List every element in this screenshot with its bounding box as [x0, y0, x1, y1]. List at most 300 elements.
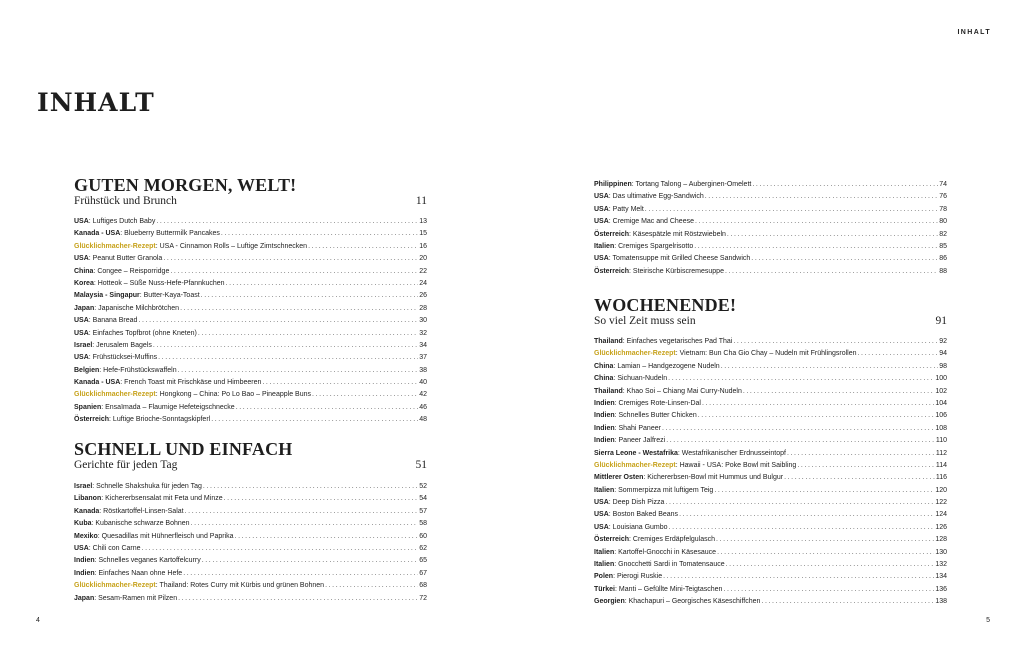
toc-entry-country: Indien — [74, 569, 95, 577]
toc-leader-dots — [163, 253, 418, 265]
toc-list — [594, 336, 947, 609]
toc-entry-dish: : Butter-Kaya-Toast — [139, 292, 200, 300]
toc-entry-page: 46 — [419, 403, 427, 411]
toc-leader-dots — [716, 534, 934, 546]
toc-leader-dots — [178, 593, 418, 605]
toc-leader-dots — [156, 216, 418, 228]
toc-entry-page: 106 — [935, 412, 947, 420]
toc-entry-dish: : Thailand: Rotes Curry mit Kürbis und grünen Bohnen — [155, 582, 325, 590]
toc-entry-country: Israel — [74, 483, 93, 490]
toc-entry-dish: : Hotteok – Süße Nuss-Hefe-Pfannkuchen — [93, 279, 225, 287]
toc-entry — [74, 303, 427, 315]
page-title: INHALT — [37, 88, 155, 117]
toc-leader-dots — [702, 398, 934, 410]
toc-entry-country: USA — [74, 255, 89, 263]
toc-entry-page: 134 — [935, 573, 947, 581]
toc-entry — [74, 506, 427, 518]
toc-entry-dish: : Khachapuri – Georgisches Käseschiffchen — [624, 598, 761, 606]
toc-entry — [594, 547, 947, 559]
toc-leader-dots — [211, 414, 418, 426]
toc-entry-country: Italien — [594, 561, 615, 569]
toc-entry-highlight-label: Glücklichmacher-Rezept — [594, 461, 676, 469]
toc-entry-country: China — [74, 267, 94, 275]
toc-entry-dish: : Blueberry Buttermilk Pancakes — [120, 230, 220, 238]
toc-entry — [74, 266, 427, 278]
toc-entry — [74, 253, 427, 265]
toc-entry — [594, 596, 947, 608]
toc-entry — [74, 593, 427, 605]
toc-entry-country: Polen — [594, 573, 614, 581]
toc-entry-dish: : Sesam-Ramen mit Pilzen — [94, 594, 178, 602]
toc-leader-dots — [668, 373, 934, 385]
toc-entry — [74, 228, 427, 240]
toc-entry — [594, 191, 947, 203]
toc-entry-country: USA — [594, 499, 609, 507]
toc-entry — [74, 328, 427, 340]
toc-entry-dish: : Tomatensuppe mit Grilled Cheese Sandwich — [608, 255, 751, 263]
toc-entry — [74, 278, 427, 290]
toc-entry-country: Libanon — [74, 495, 102, 503]
toc-leader-dots — [665, 497, 934, 509]
toc-entry-dish: : Einfaches vegetarisches Pad Thai — [622, 338, 733, 345]
toc-entry — [594, 204, 947, 216]
toc-list — [74, 481, 427, 605]
toc-entry-dish: : Manti – Gefüllte Mini-Teigtaschen — [615, 585, 723, 593]
toc-entry-dish: : Hawaii - USA: Poke Bowl mit Saibling — [675, 461, 797, 469]
toc-entry-dish: : Kubanische schwarze Bohnen — [91, 520, 190, 528]
toc-leader-dots — [202, 555, 418, 567]
toc-entry-page: 30 — [419, 317, 427, 325]
toc-entry-country: USA — [74, 544, 89, 552]
toc-leader-dots — [725, 266, 938, 278]
toc-entry-page: 42 — [419, 391, 427, 399]
toc-entry-country: Mittlerer Osten — [594, 474, 644, 482]
section-title: SCHNELL UND EINFACH — [74, 439, 293, 459]
toc-entry-dish: : Peanut Butter Granola — [88, 255, 163, 263]
toc-entry-page: 120 — [935, 486, 947, 494]
toc-entry-country: Türkei — [594, 585, 616, 593]
toc-entry — [594, 472, 947, 484]
toc-leader-dots — [226, 278, 419, 290]
toc-leader-dots — [726, 559, 935, 571]
toc-leader-dots — [727, 229, 938, 241]
toc-entry — [594, 559, 947, 571]
toc-entry — [74, 531, 427, 543]
toc-entry-dish: : Kartoffel-Gnocchi in Käsesauce — [614, 548, 717, 556]
toc-entry-country: China — [594, 375, 614, 383]
toc-leader-dots — [761, 596, 934, 608]
toc-entry-country: Italien — [594, 548, 615, 556]
toc-entry-page: 102 — [935, 387, 947, 395]
toc-entry-page: 138 — [935, 598, 947, 606]
toc-entry-dish: : Boston Baked Beans — [608, 511, 679, 519]
toc-entry-country: USA — [594, 523, 609, 531]
toc-entry-dish: : Ensaïmada – Flaumige Hefeteigschnecke — [101, 403, 235, 411]
toc-entry — [594, 497, 947, 509]
running-header: INHALT — [957, 29, 991, 36]
toc-leader-dots — [733, 336, 938, 348]
toc-entry-dish: : French Toast mit Frischkäse und Himbeeren — [120, 379, 262, 387]
toc-entry-country: Indien — [594, 437, 615, 445]
toc-entry-country: Österreich — [74, 416, 110, 424]
toc-leader-dots — [666, 435, 935, 447]
toc-entry-page: 132 — [935, 561, 947, 569]
toc-entry — [594, 336, 947, 348]
section-subtitle: Frühstück und Brunch — [74, 195, 177, 207]
toc-entry — [74, 414, 427, 426]
toc-entry-page: 136 — [935, 585, 947, 593]
toc-entry-country: Thailand — [594, 338, 623, 345]
toc-leader-dots — [787, 448, 935, 460]
toc-leader-dots — [191, 518, 419, 530]
toc-leader-dots — [752, 179, 938, 191]
toc-entry-dish: : Patty Melt — [608, 205, 644, 213]
toc-leader-dots — [714, 485, 934, 497]
toc-entry-page: 26 — [419, 292, 427, 300]
toc-leader-dots — [180, 303, 418, 315]
toc-entry — [74, 290, 427, 302]
toc-entry-page: 24 — [419, 279, 427, 287]
toc-entry — [594, 435, 947, 447]
toc-entry-page: 110 — [935, 437, 947, 445]
toc-entry-page: 116 — [935, 474, 947, 482]
toc-entry — [594, 216, 947, 228]
toc-entry-page: 68 — [419, 582, 427, 590]
toc-entry — [594, 373, 947, 385]
toc-entry-country: USA — [594, 205, 609, 213]
toc-entry-highlight-label: Glücklichmacher-Rezept — [74, 582, 156, 590]
toc-entry — [74, 340, 427, 352]
toc-entry-page: 98 — [939, 362, 947, 370]
toc-leader-dots — [178, 365, 419, 377]
toc-entry-page: 85 — [939, 242, 947, 250]
toc-entry-country: China — [594, 362, 614, 370]
section-subtitle: So viel Zeit muss sein — [594, 315, 696, 327]
section-heading-morgen — [74, 176, 427, 208]
toc-entry-page: 67 — [419, 569, 427, 577]
toc-leader-dots — [695, 216, 938, 228]
toc-entry-dish: : Pierogi Ruskie — [613, 573, 663, 581]
toc-entry — [74, 315, 427, 327]
toc-entry-page: 28 — [419, 304, 427, 312]
toc-leader-dots — [858, 348, 939, 360]
toc-entry — [74, 518, 427, 530]
toc-entry — [74, 241, 427, 253]
toc-entry-page: 76 — [939, 193, 947, 201]
toc-entry — [594, 410, 947, 422]
toc-list — [74, 216, 427, 427]
toc-leader-dots — [698, 410, 935, 422]
toc-entry-page: 74 — [939, 181, 947, 188]
toc-entry-country: Österreich — [594, 536, 630, 544]
toc-entry-country: USA — [594, 193, 609, 201]
toc-entry-page: 40 — [419, 379, 427, 387]
toc-leader-dots — [784, 472, 935, 484]
toc-leader-dots — [705, 191, 938, 203]
toc-entry-dish: : Einfaches Naan ohne Hefe — [94, 569, 183, 577]
toc-entry-country: Mexiko — [74, 532, 98, 540]
toc-entry-country: USA — [74, 317, 89, 325]
toc-entry — [594, 460, 947, 472]
toc-entry-dish: : Das ultimative Egg-Sandwich — [608, 193, 704, 201]
toc-leader-dots — [221, 228, 418, 240]
toc-entry-country: Belgien — [74, 366, 100, 374]
toc-leader-dots — [158, 352, 418, 364]
toc-entry-page: 82 — [939, 230, 947, 238]
toc-entry-page: 72 — [419, 594, 427, 602]
toc-entry — [594, 241, 947, 253]
toc-entry-page: 16 — [419, 242, 427, 250]
toc-entry — [594, 571, 947, 583]
toc-entry-country: USA — [74, 329, 89, 337]
toc-leader-dots — [308, 241, 418, 253]
toc-entry-dish: : Banana Bread — [88, 317, 138, 325]
toc-entry-dish: : Chili con Carne — [88, 544, 141, 552]
toc-entry-page: 38 — [419, 366, 427, 374]
toc-leader-dots — [797, 460, 935, 472]
section-page: 11 — [415, 195, 427, 207]
toc-entry-country: Israel — [74, 341, 93, 349]
toc-leader-dots — [224, 493, 419, 505]
toc-entry-page: 112 — [935, 449, 947, 457]
toc-entry — [74, 389, 427, 401]
toc-entry — [594, 348, 947, 360]
toc-leader-dots — [663, 571, 934, 583]
toc-entry-dish: : Frühstücksei-Muffins — [88, 354, 158, 362]
toc-entry-country: USA — [594, 511, 609, 519]
toc-leader-dots — [669, 522, 935, 534]
toc-entry — [74, 402, 427, 414]
toc-entry-dish: : Tortang Talong – Auberginen-Omelett — [631, 181, 752, 188]
toc-entry-dish: : Einfaches Topfbrot (ohne Kneten) — [88, 329, 197, 337]
toc-entry-country: Kanada - USA — [74, 230, 121, 238]
toc-entry-dish: : Schnelle Shakshuka für jeden Tag — [92, 483, 202, 490]
toc-leader-dots — [679, 509, 934, 521]
toc-entry-country: Kuba — [74, 520, 92, 528]
toc-entry-page: 48 — [419, 416, 427, 424]
toc-entry-page: 104 — [935, 399, 947, 407]
toc-entry-dish: : Jerusalem Bagels — [92, 341, 152, 349]
toc-entry-page: 108 — [935, 424, 947, 432]
toc-entry-page: 60 — [419, 532, 427, 540]
toc-leader-dots — [183, 568, 418, 580]
toc-entry-page: 130 — [935, 548, 947, 556]
toc-entry — [594, 584, 947, 596]
toc-entry-dish: : Hefe-Frühstückswaffeln — [99, 366, 177, 374]
toc-entry — [594, 179, 947, 191]
toc-leader-dots — [203, 481, 418, 493]
toc-entry-country: USA — [74, 354, 89, 362]
toc-entry-page: 114 — [935, 461, 947, 469]
toc-entry-country: Malaysia - Singapur — [74, 292, 140, 300]
toc-leader-dots — [662, 423, 934, 435]
toc-entry-country: Japan — [74, 594, 95, 602]
toc-entry — [74, 555, 427, 567]
section-title: WOCHENENDE! — [594, 295, 737, 315]
toc-entry-page: 58 — [419, 520, 427, 528]
toc-entry — [594, 398, 947, 410]
toc-leader-dots — [743, 386, 934, 398]
section-subtitle: Gerichte für jeden Tag — [74, 459, 178, 471]
toc-entry-country: Korea — [74, 279, 94, 287]
toc-entry-page: 57 — [419, 507, 427, 515]
toc-entry-page: 126 — [935, 523, 947, 531]
toc-entry-page: 100 — [935, 375, 947, 383]
toc-entry-country: Indien — [594, 424, 615, 432]
toc-entry-dish: : Deep Dish Pizza — [608, 499, 665, 507]
toc-leader-dots — [721, 361, 939, 373]
toc-entry-dish: : Vietnam: Bun Cha Gio Chay – Nudeln mit Frühlingsrollen — [675, 350, 857, 358]
toc-entry-dish: : Sommerpizza mit luftigem Teig — [614, 486, 714, 494]
toc-leader-dots — [142, 543, 419, 555]
toc-leader-dots — [153, 340, 418, 352]
toc-entry — [74, 365, 427, 377]
toc-entry — [74, 216, 427, 228]
toc-entry-country: Kanada - USA — [74, 379, 121, 387]
toc-entry-dish: : Kichererbsensalat mit Feta und Minze — [101, 495, 223, 503]
toc-entry-country: Kanada — [74, 507, 100, 515]
section-heading-schnell — [74, 440, 427, 472]
toc-entry-dish: : Cremiges Rote-Linsen-Dal — [614, 399, 701, 407]
toc-leader-dots — [262, 377, 418, 389]
toc-entry-highlight-label: Glücklichmacher-Rezept — [74, 242, 156, 250]
toc-entry — [594, 361, 947, 373]
toc-entry — [74, 352, 427, 364]
toc-leader-dots — [170, 266, 418, 278]
toc-entry-dish: : Lamian – Handgezogene Nudeln — [613, 362, 720, 370]
toc-leader-dots — [236, 402, 419, 414]
toc-entry — [594, 423, 947, 435]
toc-entry-country: Sierra Leone - Westafrika — [594, 449, 678, 457]
toc-entry-page: 124 — [935, 511, 947, 519]
section-title: GUTEN MORGEN, WELT! — [74, 175, 297, 195]
toc-entry-page: 34 — [419, 341, 427, 349]
toc-entry — [594, 448, 947, 460]
toc-entry-dish: : Cremiges Spargelrisotto — [614, 242, 694, 250]
toc-entry-country: Thailand — [594, 387, 623, 395]
toc-leader-dots — [185, 506, 419, 518]
toc-entry — [594, 386, 947, 398]
toc-leader-dots — [138, 315, 418, 327]
toc-entry — [594, 509, 947, 521]
toc-entry-dish: : Shahi Paneer — [614, 424, 661, 432]
toc-entry-country: Japan — [74, 304, 95, 312]
section-page: 51 — [415, 459, 427, 471]
toc-entry-country: Österreich — [594, 230, 630, 238]
toc-entry-dish: : Steirische Kürbiscremesuppe — [629, 267, 724, 275]
toc-leader-dots — [645, 204, 938, 216]
toc-entry-dish: : Westafrikanischer Erdnusseintopf — [677, 449, 786, 457]
toc-entry-country: USA — [74, 218, 89, 225]
toc-entry-page: 65 — [419, 557, 427, 565]
toc-entry-country: Italien — [594, 242, 615, 250]
toc-entry-dish: : Paneer Jalfrezi — [614, 437, 666, 445]
toc-entry-dish: : Sichuan-Nudeln — [613, 375, 668, 383]
toc-leader-dots — [325, 580, 418, 592]
toc-entry-country: Indien — [594, 412, 615, 420]
toc-entry-dish: : Hongkong – China: Po Lo Bao – Pineapple Buns — [155, 391, 311, 399]
section-subtitle-row — [594, 314, 947, 328]
toc-entry-dish: : Louisiana Gumbo — [608, 523, 668, 531]
toc-entry-country: Italien — [594, 486, 615, 494]
toc-entry-page: 37 — [419, 354, 427, 362]
section-page: 91 — [935, 315, 947, 327]
toc-entry-country: USA — [594, 255, 609, 263]
toc-entry-dish: : Khao Soi – Chiang Mai Curry-Nudeln — [622, 387, 742, 395]
page-number-left: 4 — [36, 617, 40, 624]
toc-leader-dots — [235, 531, 419, 543]
toc-entry-country: Georgien — [594, 598, 625, 606]
toc-leader-dots — [201, 290, 419, 302]
toc-entry-page: 15 — [419, 230, 427, 238]
toc-entry-dish: : Congee – Reisporridge — [93, 267, 170, 275]
toc-entry-dish: : Schnelles veganes Kartoffelcurry — [94, 557, 201, 565]
toc-entry-page: 122 — [935, 499, 947, 507]
toc-entry-page: 54 — [419, 495, 427, 503]
toc-entry-page: 86 — [939, 255, 947, 263]
toc-leader-dots — [694, 241, 938, 253]
toc-entry-page: 92 — [939, 338, 947, 345]
toc-entry — [74, 543, 427, 555]
toc-entry-dish: : Röstkartoffel-Linsen-Salat — [99, 507, 184, 515]
toc-entry-page: 94 — [939, 350, 947, 358]
toc-entry-dish: : Luftiges Dutch Baby — [88, 218, 156, 225]
toc-entry-dish: : USA - Cinnamon Rolls – Luftige Zimtschnecken — [155, 242, 308, 250]
toc-entry-page: 80 — [939, 218, 947, 226]
toc-leader-dots — [198, 328, 418, 340]
toc-entry-country: Indien — [594, 399, 615, 407]
toc-entry-country: Österreich — [594, 267, 630, 275]
toc-entry-page: 13 — [419, 218, 427, 225]
toc-entry-dish: : Japanische Milchbrötchen — [94, 304, 180, 312]
section-subtitle-row — [74, 194, 427, 208]
toc-entry-dish: : Cremiges Erdäpfelgulasch — [629, 536, 716, 544]
toc-entry — [74, 568, 427, 580]
toc-entry-page: 88 — [939, 267, 947, 275]
toc-entry-dish: : Cremige Mac and Cheese — [608, 218, 694, 226]
toc-entry-highlight-label: Glücklichmacher-Rezept — [594, 350, 676, 358]
toc-entry-dish: : Quesadillas mit Hühnerfleisch und Paprika — [97, 532, 234, 540]
toc-entry-country: Philippinen — [594, 181, 632, 188]
toc-entry-dish: : Käsespätzle mit Röstzwiebeln — [629, 230, 726, 238]
toc-entry — [74, 481, 427, 493]
toc-entry — [594, 253, 947, 265]
toc-entry-dish: : Gnocchetti Sardi in Tomatensauce — [614, 561, 725, 569]
toc-leader-dots — [751, 253, 938, 265]
toc-entry — [594, 266, 947, 278]
toc-leader-dots — [717, 547, 934, 559]
toc-entry-page: 78 — [939, 205, 947, 213]
toc-entry — [74, 580, 427, 592]
toc-entry — [74, 377, 427, 389]
toc-entry — [594, 485, 947, 497]
toc-leader-dots — [723, 584, 934, 596]
toc-entry-page: 128 — [935, 536, 947, 544]
page-number-right: 5 — [986, 617, 990, 624]
toc-entry-highlight-label: Glücklichmacher-Rezept — [74, 391, 156, 399]
toc-entry — [594, 229, 947, 241]
toc-entry — [594, 534, 947, 546]
toc-entry-dish: : Kichererbsen-Bowl mit Hummus und Bulgur — [643, 474, 784, 482]
toc-entry-country: Spanien — [74, 403, 102, 411]
toc-entry — [594, 522, 947, 534]
toc-entry-page: 20 — [419, 255, 427, 263]
toc-entry-page: 52 — [419, 483, 427, 490]
toc-entry-country: Indien — [74, 557, 95, 565]
section-subtitle-row — [74, 458, 427, 472]
toc-entry-page: 62 — [419, 544, 427, 552]
toc-leader-dots — [312, 389, 418, 401]
